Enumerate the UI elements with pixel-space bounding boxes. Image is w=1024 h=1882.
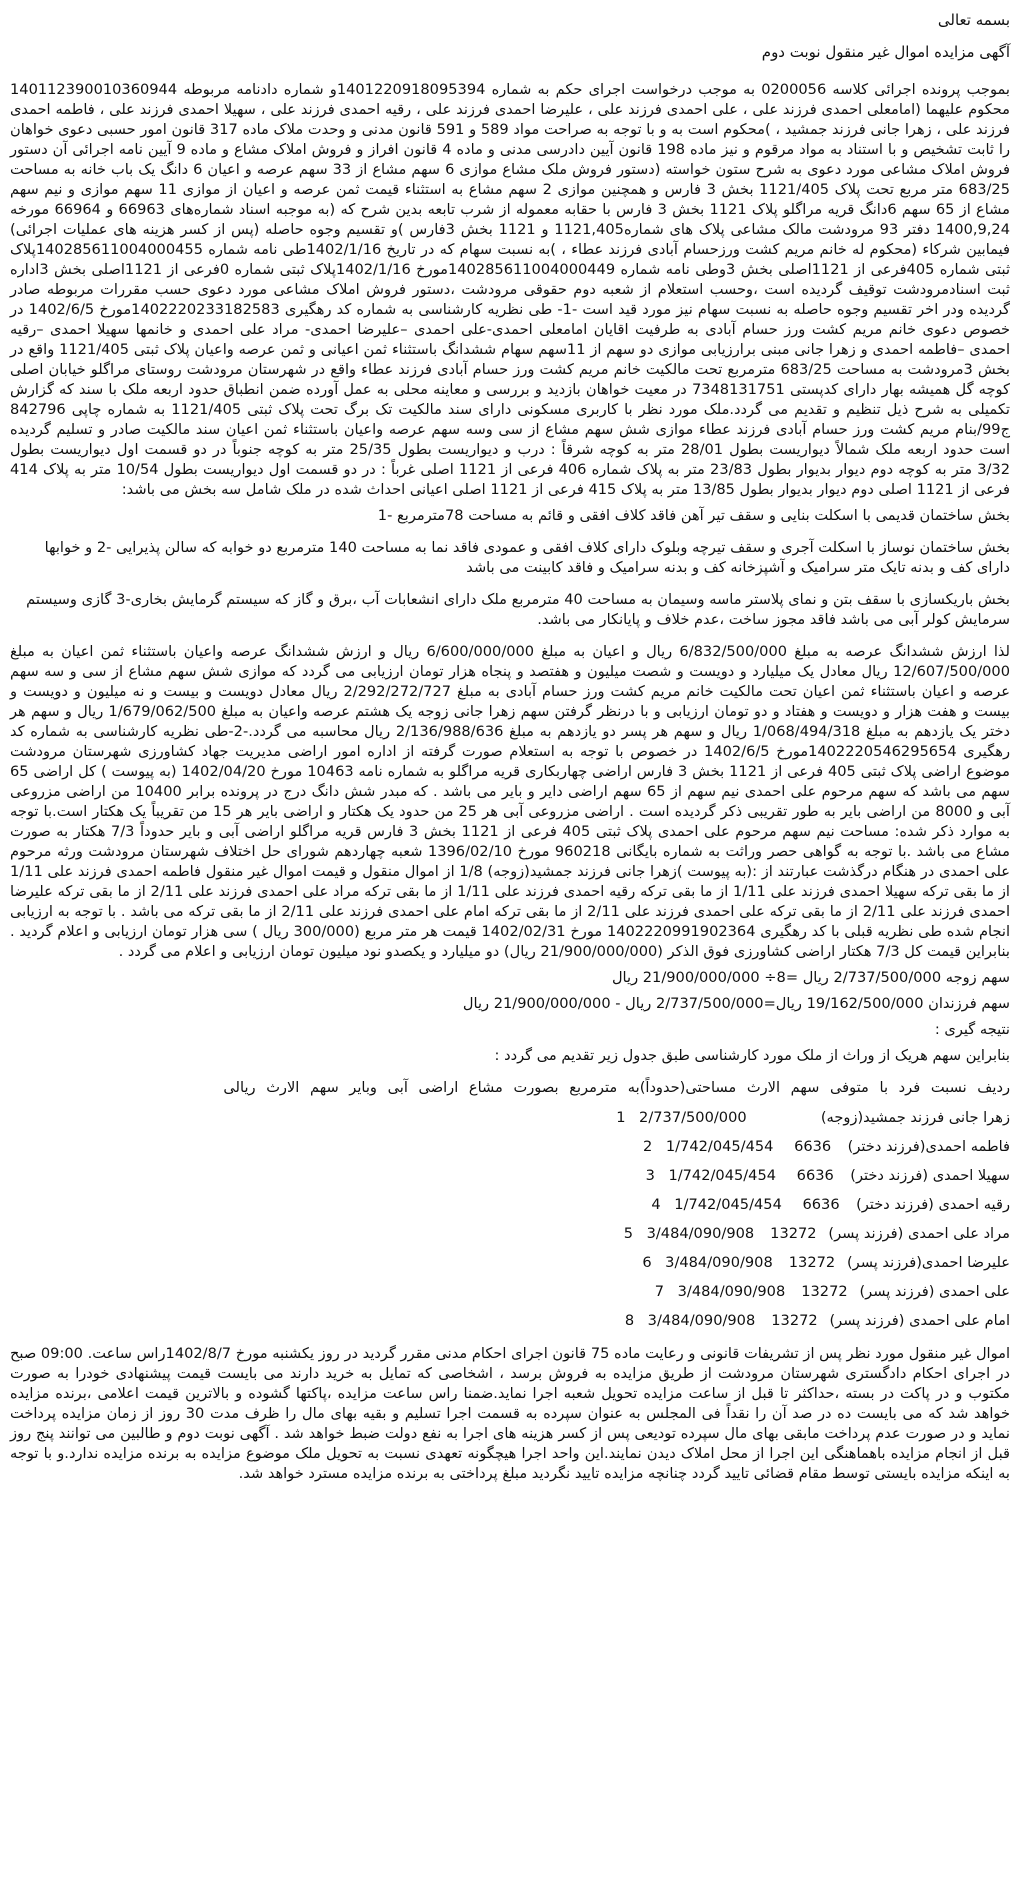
notice-title: آگهی مزایده اموال غیر منقول نوبت دوم xyxy=(761,43,1010,61)
heir-name: علیرضا احمدی(فرزند پسر) xyxy=(846,1254,1010,1271)
closing-paragraph: اموال غیر منقول مورد نظر پس از تشریفات قانونی و رعایت ماده 75 قانون اجرای احکام مدنی مقرر گردید در روز یکشنبه مورخ 1402/8/7راس ساعت. 09:00 صبح در اجرای احکام دادگستری شهرستان مرودشت از طریق مزایده به فروش برسد ، اشخاصی که تمایل به خرید دارند می بایست قیمت پیشنهادی خودرا به صورت مکتوب و در پاکت در بسته ،حداکثر تا قبل از ساعت مزایده تحویل شعبه اجرا نماید.ضمنا راس ساعت مزایده ،پاکتها گشوده و بالاترین قیمت اعلامی ،برنده مزایده خواهد شد که می بایست ده در صد آن را نقداً فی المجلس به عنوان سپرده به قسمت اجرا تسلیم و بقیه بهای مال را ظرف مدت 30 روز از زمان مزایده پرداخت نماید و در صورت عدم پرداخت مابقی بهای مال سپرده تودیعی پس از کسر هزینه های اجرا به نفع دولت ضبط خواهد شد . آگهی نوبت دوم و طالبین می توانند پنج روز قبل از انجام مزایده باهماهنگی این اجرا از محل املاک دیدن نمایند.این واحد اجرا هیچگونه تعهدی نسبت به تحویل ملک موضوع مزایده به برنده مزایده ندارد.و با توجه به اینکه مزایده بایستی توسط مقام قضائی تایید گردد چنانچه مزایده تایید نگردید مبلغ پرداختی به برنده مزایده مسترد خواهد شد. xyxy=(10,1345,1011,1482)
heir-area-share: 13272 xyxy=(771,1312,818,1329)
heir-row xyxy=(10,1195,1010,1220)
heir-rial-share: 2/737/500/000 xyxy=(639,1109,747,1126)
heir-row-number: 5 xyxy=(623,1225,634,1242)
heir-row-number: 6 xyxy=(642,1254,652,1271)
heirs-table xyxy=(10,1108,1010,1336)
heir-area-share: 13272 xyxy=(801,1283,848,1300)
heir-row-number: 4 xyxy=(651,1196,661,1213)
heir-row-number: 2 xyxy=(643,1138,653,1155)
heir-name: علی احمدی (فرزند پسر) xyxy=(859,1283,1010,1300)
heir-name: رقیه احمدی (فرزند دختر) xyxy=(856,1196,1010,1213)
heir-row xyxy=(10,1137,1010,1162)
heir-row-number: 7 xyxy=(654,1283,665,1300)
heir-rial-share: 3/484/090/908 xyxy=(646,1225,755,1242)
heir-area-share: 13272 xyxy=(788,1254,836,1271)
heir-rial-share: 1/742/045/454 xyxy=(674,1196,782,1213)
heir-row xyxy=(10,1166,1010,1191)
heir-area-share: 6636 xyxy=(796,1167,834,1184)
heir-row-number: 3 xyxy=(645,1167,655,1184)
heir-rial-share: 3/484/090/908 xyxy=(677,1283,786,1300)
heir-row xyxy=(10,1282,1010,1307)
intro-paragraph: بموجب پرونده اجرائی کلاسه 0200056 به موجب درخواست اجرای حکم به شماره 1401220918095394و شماره دادنامه مربوطه 140112390010360944 محکوم علیهما (امامعلی احمدی فرزند علی ، علی احمدی فرزند علی ، علیرضا احمدی فرزند علی ، رقیه احمدی فرزند علی ، سهیلا احمدی فرزند علی ، فاطمه احمدی فرزند علی ، زهرا جانی فرزند جمشید ، )محکوم است به و با توجه به صراحت مواد 589 و 591 قانون مدنی و وحدت ملاک ماده 317 قانون امور حسبی دعوی خواهان را ثابت تشخیص و با استناد به مواد مرقوم و نیز ماده 198 قانون آیین دادرسی مدنی و ماده 4 قانون افراز و فروش املاک مشاع و ماده 9 آیین نامه اجرائی آن دستور فروش املاک مشاعی مورد دعوی به شرح ستون خواسته (دستور فروش ملک مشاع موازی 6 سهم مشاع از 33 سهم عرصه و اعیان 6 دانگ یک باب خانه به مساحت 683/25 متر مربع تحت پلاک 1121/405 بخش 3 فارس و همچنین موازی 2 سهم مشاع به استثناء قیمت ثمن عرصه و اعیان از موازی 11 سهم موازی و نیم سهم مشاع از 65 سهم 6دانگ قریه مراگلو پلاک 1121 بخش 3 فارس با حقابه معموله از شرب تابعه بدین شرح که (به موجبه اسناد شماره‌های 66963 و 66964 مورخه 1400,9,24 دفتر 93 مرودشت مالک مشاعی پلاک های شماره1121,405 و 1121 بخش 3فارس )و تقسیم وجوه حاصله (پس از کسر هزینه های عملیات اجرائی) فیمابین شرکاء (محکوم له خانم مریم کشت ورزحسام آبادی فرزند عطاء ، )به نسبت سهام که در تاریخ 1402/1/16طی نامه شماره 140285611004000455پلاک ثبتی شماره 405فرعی از 1121اصلی بخش 3وطی نامه شماره 140285611004000449مورخ 1402/1/16پلاک ثبتی شماره 0فرعی از 1121اصلی بخش 3اداره ثبت اسنادمرودشت توقیف گردیده است ،وحسب استعلام از شعبه دوم حقوقی مرودشت ،دستور فروش املاک مشاعی مورد دعوی حسب مقررات مربوطه صادر گردیده ودر اخر تقسیم وجوه حاصله به نسبت سهام نیز مورد قید است -1- طی نظریه کارشناسی به شماره کد رهگیری 1402220233182583مورخ 1402/6/5 در خصوص دعوی خانم مریم کشت ورز حسام آبادی به طرفیت اقایان امامعلی احمدی-علی احمدی –علیرضا احمدی- مراد علی احمدی و خانمها سهیلا احمدی –رقیه احمدی –فاطمه احمدی و زهرا جانی مبنی برارزیابی موازی دو سهم از 11سهم سهام ششدانگ باستثناء ثمن اعیانی و ثمن عرصه واعیان پلاک ثبتی 1121/405 واقع در بخش 3مرودشت به مساحت 683/25 مترمربع تحت مالکیت خانم مریم کشت ورز حسام آبادی فرزند عطاء واقع در شهرستان مرودشت روستای مراگلو خیابان اصلی کوچه گل همیشه بهار دارای کدپستی 7348131751 در معیت خواهان بازدید و بررسی و معاینه محلی به عمل آورده ضمن انطباق حدود اربعه ملک با سند که گزارش تکمیلی به شرح ذیل تنظیم و تقدیم می گردد.ملک مورد نظر با کاربری مسکونی دارای سند مالکیت تک برگ تحت پلاک ثبتی 1121/405 به شماره چاپی 842796 ج99/بنام مریم کشت ورز حسام آبادی فرزند عطاء موازی شش سهم مشاع از سی وسه سهم عرصه واعیان باستثناء ثمن اعیان سند مالکیت صادر و تسلیم گردیده است حدود اربعه ملک شمالاً دیواریست بطول 28/01 متر به کوچه شرقاً : درب و دیواریست بطول 25/35 متر به کوچه جنوباً در دو قسمت اول دیواریست بطول 3/32 متر به کوچه دوم دیوار بدیوار بطول 23/83 متر به پلاک شماره 406 فرعی از 1121 اصلی غرباً : در دو قسمت اول دیواریست بطول 10/54 متر به پلاک 414 فرعی از 1121 اصلی دوم دیوار بدیوار بطول 13/85 متر به پلاک 415 فرعی از 1121 اصلی اعیانی احداث شده در ملک شامل سه بخش می باشد: xyxy=(10,81,1011,498)
heir-name: مراد علی احمدی (فرزند پسر) xyxy=(828,1225,1010,1242)
valuation-paragraph: لذا ارزش ششدانگ عرصه به مبلغ 6/832/500/000 ریال و اعیان به مبلغ 6/600/000/000 ریال و ارزش ششدانگ عرصه واعیان باستثناء ثمن اعیان به مبلغ 12/607/500/000 ریال معادل یک میلیارد و دویست و شصت میلیون و هفتصد و پنجاه هزار تومان ارزیابی می گردد که موازی شش سهم مشاع از سی و سه سهم عرصه و اعیان باستثناء ثمن اعیان تحت مالکیت خانم مریم کشت ورز حسام آبادی به مبلغ 2/292/272/727 ریال معادل دویست و بیست و نه میلیون و دویست و بیست و هفت هزار و دویست و هفتاد و دو تومان ارزیابی و با درنظر گرفتن سهم زهرا جانی زوجه یک هشتم عرصه واعیان به مبلغ 1/679/062/500 ریال و سهم هر دختر یک یازدهم به مبلغ 1/068/494/318 ریال و سهم هر پسر دو یازدهم به مبلغ 2/136/988/636 ریال محاسبه می گردد.-2-طی نظریه کارشناسی به شماره کد رهگیری 1402220546295654مورخ 1402/6/5 در خصوص با توجه به استعلام صورت گرفته از اداره امور اراضی مدیریت جهاد کشاورزی شهرستان مرودشت موضوع اراضی پلاک ثبتی 405 فرعی از 1121 بخش 3 فارس اراضی چهاربکاری قریه مراگلو به شماره نامه 10463 مورخ 1402/04/20 (به پیوست ) کل اراضی 65 سهم می باشد که سهم مرحوم علی احمدی نیم سهم از 65 سهم اراضی دایر و بایر می باشد . که مبدر شش دانگ درج در پرونده برابر 10400 من اراضی مزروعی آبی و 8000 من اراضی بایر به طور تقریبی ذکر گردیده است . اراضی مزروعی آبی هر 25 من حدود یک هکتار و اراضی بایر هر 15 من تقریباً یک هکتار است.با توجه به موارد ذکر شده: مساحت نیم سهم مرحوم علی احمدی پلاک ثبتی 405 فرعی از 1121 بخش 3 فارس قریه مراگلو اراضی آبی و بایر حدوداً 7/3 هکتار به صورت مشاع می باشد .با توجه به گواهی حصر وراثت به شماره بایگانی 960218 مورخ 1396/02/10 شعبه چهاردهم شورای حل اختلاف شهرستان مرودشت ورثه مرحوم علی احمدی در هنگام درگذشت عبارتند از :(به پیوست )زهرا جانی فرزند جمشید(زوجه) 1/8 از اموال منقول و قیمت اموال غیر منقول فاطمه احمدی فرزند علی 1/11 از ما بقی ترکه سهیلا احمدی فرزند علی 1/11 از ما بقی ترکه رقیه احمدی فرزند علی 1/11 از ما بقی ترکه مراد علی احمدی فرزند علی 2/11 از ما بقی ترکه علیرضا احمدی فرزند علی 2/11 از ما بقی ترکه علی احمدی فرزند علی 2/11 از ما بقی ترکه امام علی احمدی فرزند علی 2/11 از ما بقی ترکه می باشد . با توجه به ارزیابی انجام شده طی نظریه قبلی با کد رهگیری 1402220991902364 مورخ 1402/02/31 قیمت هر متر مربع (300/000 ریال ) سی هزار تومان ارزیابی و اعلام گردید . بنابراین قیمت کل 7/3 هکتار اراضی کشاورزی فوق الذکر (21/900/000/000 ریال) دو میلیارد و یکصدو نود میلیون تومان ارزیابی و اعلام می گردد . xyxy=(10,643,1011,960)
heir-area-share: 13272 xyxy=(770,1225,817,1242)
heir-area-share: 6636 xyxy=(802,1196,840,1213)
bismillah-heading: بسمه تعالی xyxy=(937,11,1010,29)
heir-name: زهرا جانی فرزند جمشید(زوجه) xyxy=(820,1109,1010,1126)
heir-row-number: 8 xyxy=(624,1312,635,1329)
heir-rial-share: 3/484/090/908 xyxy=(665,1254,773,1271)
building-part-1: بخش ساختمان قدیمی با اسکلت بنایی و سقف تیر آهن فاقد کلاف افقی و قائم به مساحت 78مترمربع -1 xyxy=(377,507,1010,524)
children-share-calc: سهم فرزندان 19/162/500/000 ریال=2/737/500/000 ریال - 21/900/000/000 ریال xyxy=(462,995,1010,1012)
heir-area-share: 6636 xyxy=(794,1138,832,1155)
heir-name: سهیلا احمدی (فرزند دختر) xyxy=(850,1167,1010,1184)
building-part-2: بخش ساختمان نوساز با اسکلت آجری و سقف تیرچه وبلوک دارای کلاف افقی و عمودی فاقد نما به مساحت 140 مترمربع دو خوابه که سالن پذیرایی -2 و خوابها دارای کف و بدنه تایک متر سرامیک و آشپزخانه کف و بدنه سرامیک و فاقد کابینت می باشد xyxy=(44,539,1010,576)
heir-row xyxy=(10,1253,1010,1278)
heir-rial-share: 3/484/090/908 xyxy=(647,1312,756,1329)
heir-rial-share: 1/742/045/454 xyxy=(665,1138,774,1155)
heir-row xyxy=(10,1108,1010,1133)
heir-row xyxy=(10,1311,1010,1336)
heir-name: فاطمه احمدی(فرزند دختر) xyxy=(847,1138,1010,1155)
heir-name: امام علی احمدی (فرزند پسر) xyxy=(829,1312,1010,1329)
result-intro: بنابراین سهم هریک از وراث از ملک مورد کارشناسی طبق جدول زیر تقدیم می گردد : xyxy=(494,1047,1010,1064)
heir-row xyxy=(10,1224,1010,1249)
heir-row-number: 1 xyxy=(616,1109,626,1126)
heirs-table-header: ردیف نسبت فرد با متوفی سهم الارث مساحتی(حدوداً)به مترمربع بصورت مشاع اراضی آبی وبایر سهم الارث ریالی xyxy=(223,1079,1010,1096)
spouse-share-calc: سهم زوجه 2/737/500/000 ریال =8÷ 21/900/000/000 ریال xyxy=(611,969,1010,986)
building-part-3: بخش باریکسازی با سقف بتن و نمای پلاستر ماسه وسیمان به مساحت 40 مترمربع ملک دارای انشعابات آب ،برق و گاز که سیستم گرمایش بخاری-3 گازی وسیستم سرمایش کولر آبی می باشد فاقد مجوز ساخت ،عدم خلاف و پایانکار می باشد. xyxy=(26,591,1010,628)
result-label: نتیجه گیری : xyxy=(934,1021,1010,1038)
heir-rial-share: 1/742/045/454 xyxy=(668,1167,777,1184)
